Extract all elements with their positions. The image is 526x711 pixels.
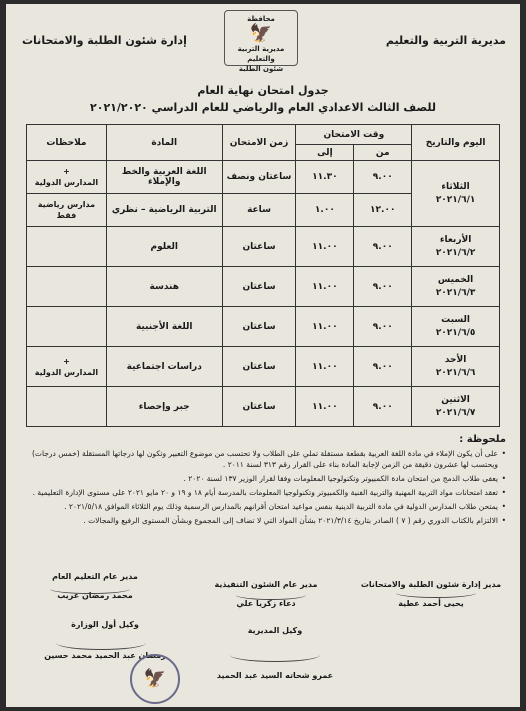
handwritten-signature xyxy=(236,590,306,600)
duration-cell: ساعتان xyxy=(222,387,296,427)
directorate-header: مديرية التربية والتعليم xyxy=(385,34,506,47)
notes-list xyxy=(20,448,506,526)
ministry-logo xyxy=(224,10,298,73)
header-time: وقت الامتحان xyxy=(296,125,412,145)
handwritten-signature xyxy=(50,584,130,594)
note-cell xyxy=(27,307,107,347)
note-cell xyxy=(27,387,107,427)
signature-role: مدير عام التعليم العام xyxy=(52,572,138,581)
to-cell: ١١.٠٠ xyxy=(296,267,354,307)
signature-name: محمد رمضان غريب xyxy=(57,591,133,600)
exam-schedule-table xyxy=(26,124,500,427)
day-cell xyxy=(412,227,500,267)
to-cell: ١.٠٠ xyxy=(296,194,354,227)
from-cell: ٩.٠٠ xyxy=(354,387,412,427)
from-cell: ٩.٠٠ xyxy=(354,267,412,307)
logo-line-1: محافظة xyxy=(247,15,275,23)
subject-cell: التربية الرياضية – نظري xyxy=(106,194,222,227)
note-item: • يعفى طلاب الدمج من امتحان مادة الكمبيوتر وتكنولوجيا المعلومات وفقا لقرار الوزير ١٣٧ لسنة ٢٠٢٠ . xyxy=(20,473,506,484)
signature-role: وكيل أول الوزارة xyxy=(71,620,139,629)
notes-title: ملحوظة : xyxy=(459,434,506,445)
notes-section xyxy=(20,434,506,529)
day-name: السبت xyxy=(441,314,470,325)
duration-cell: ساعتان xyxy=(222,227,296,267)
day-cell xyxy=(412,347,500,387)
note-cell: + المدارس الدولية xyxy=(27,347,107,387)
day-name: الخميس xyxy=(437,274,474,285)
day-cell xyxy=(412,161,500,227)
note-cell xyxy=(27,267,107,307)
signature-role: وكيل المديرية xyxy=(247,626,303,635)
header-subject: المادة xyxy=(106,125,222,161)
official-stamp-icon: 🦅 xyxy=(130,654,180,704)
day-date: ٢٠٢١/٦/٣ xyxy=(435,287,476,298)
subject-cell: اللغة العربية والخط والإملاء xyxy=(106,161,222,194)
header-to: إلى xyxy=(296,145,354,161)
day-name: الأربعاء xyxy=(439,234,472,245)
signature-name: رمضان عبد الحميد محمد حسين xyxy=(44,651,166,660)
day-date: ٢٠٢١/٦/٧ xyxy=(435,407,476,418)
header-duration: زمن الامتحان xyxy=(222,125,296,161)
signature-name: يحيى أحمد عطية xyxy=(398,599,464,608)
subject-cell: هندسة xyxy=(106,267,222,307)
table-row xyxy=(27,267,500,307)
day-cell xyxy=(412,307,500,347)
day-name: الأحد xyxy=(444,354,467,365)
table-row xyxy=(27,161,500,194)
duration-cell: ساعة xyxy=(222,194,296,227)
note-item: • الالتزام بالكتاب الدوري رقم ( ٧ ) الصادر بتاريخ ٢٠٢١/٣/١٤ بشأن المواد التي لا تضاف إلى المجموع وبشأن المستوى الرفيع والمجالات . xyxy=(20,515,506,526)
handwritten-signature xyxy=(230,648,320,662)
day-name: الثلاثاء xyxy=(441,181,470,192)
header-notes: ملاحظات xyxy=(27,125,107,161)
to-cell: ١١.٠٠ xyxy=(296,347,354,387)
day-cell xyxy=(412,267,500,307)
page-subtitle: للصف الثالث الاعدادي العام والرياضي للعام الدراسي ٢٠٢١/٢٠٢٠ xyxy=(90,101,436,114)
note-item: • يمتحن طلاب المدارس الدولية في مادة التربية الدينية بنفس مواعيد امتحان أقرانهم بالمدارس الرسمية وذلك يوم الثلاثاء الموافق ٢٠٢١/٥/١٨ . xyxy=(20,501,506,512)
header-day: اليوم والتاريخ xyxy=(412,125,500,161)
handwritten-signature xyxy=(56,636,146,650)
subject-cell: اللغة الأجنبية xyxy=(106,307,222,347)
note-item: • على أن يكون الإملاء في مادة اللغة العربية بقطعة مستقلة تملي على الطلاب ولا تحتسب من موضوع التعبير وتكون لها درجاتها المستقلة (خمس درجات) ويحتسب لها عشرون دقيقة من الزمن لإجابة المادة بناء على القرار رقم ٣١٣ لسنة ٢٠١١ . xyxy=(20,448,506,470)
subject-cell: جبر وإحصاء xyxy=(106,387,222,427)
logo-line-3: شئون الطلبة xyxy=(238,65,284,73)
subject-cell: العلوم xyxy=(106,227,222,267)
day-cell xyxy=(412,387,500,427)
from-cell: ٩.٠٠ xyxy=(354,347,412,387)
day-name: الاثنين xyxy=(441,394,470,405)
to-cell: ١١.٠٠ xyxy=(296,307,354,347)
header-from: من xyxy=(354,145,412,161)
duration-cell: ساعتان ونصف xyxy=(222,161,296,194)
table-row xyxy=(27,307,500,347)
note-item: • تعقد امتحانات مواد التربية المهنية والتربية الفنية والكمبيوتر وتكنولوجيا المعلومات بالمدرسة أيام ١٨ و ١٩ و ٢٠ مايو ٢٠٢١ على مستوى الإدارة التعليمية . xyxy=(20,487,506,498)
table-row xyxy=(27,227,500,267)
page-title: جدول امتحان نهاية العام xyxy=(197,84,329,97)
duration-cell: ساعتان xyxy=(222,347,296,387)
duration-cell: ساعتان xyxy=(222,307,296,347)
department-header: إدارة شئون الطلبة والامتحانات xyxy=(22,34,187,47)
signature-name: دعاء زكريا علي xyxy=(236,599,296,608)
day-date: ٢٠٢١/٦/١ xyxy=(435,194,476,205)
note-cell: مدارس رياضية فقط xyxy=(27,194,107,227)
to-cell: ١١.٣٠ xyxy=(296,161,354,194)
from-cell: ٩.٠٠ xyxy=(354,227,412,267)
handwritten-signature xyxy=(396,588,476,598)
signature-role: مدير عام الشئون التنفيذية xyxy=(214,580,318,589)
table-row xyxy=(27,347,500,387)
logo-line-2: مديرية التربية والتعليم xyxy=(237,45,285,63)
subject-cell: دراسات اجتماعية xyxy=(106,347,222,387)
from-cell: ٩.٠٠ xyxy=(354,307,412,347)
from-cell: ١٢.٠٠ xyxy=(354,194,412,227)
to-cell: ١١.٠٠ xyxy=(296,387,354,427)
from-cell: ٩.٠٠ xyxy=(354,161,412,194)
exam-schedule-document xyxy=(6,4,520,707)
day-date: ٢٠٢١/٦/٢ xyxy=(435,247,476,258)
note-cell: + المدارس الدولية xyxy=(27,161,107,194)
note-cell xyxy=(27,227,107,267)
table-row xyxy=(27,387,500,427)
signature-role: مدير إدارة شئون الطلبة والامتحانات xyxy=(360,580,502,589)
day-date: ٢٠٢١/٦/٦ xyxy=(435,367,476,378)
duration-cell: ساعتان xyxy=(222,267,296,307)
day-date: ٢٠٢١/٦/٥ xyxy=(435,327,476,338)
signature-name: عمرو شحاته السيد عبد الحميد xyxy=(216,671,334,680)
eagle-emblem-icon: 🦅 xyxy=(249,23,273,44)
to-cell: ١١.٠٠ xyxy=(296,227,354,267)
